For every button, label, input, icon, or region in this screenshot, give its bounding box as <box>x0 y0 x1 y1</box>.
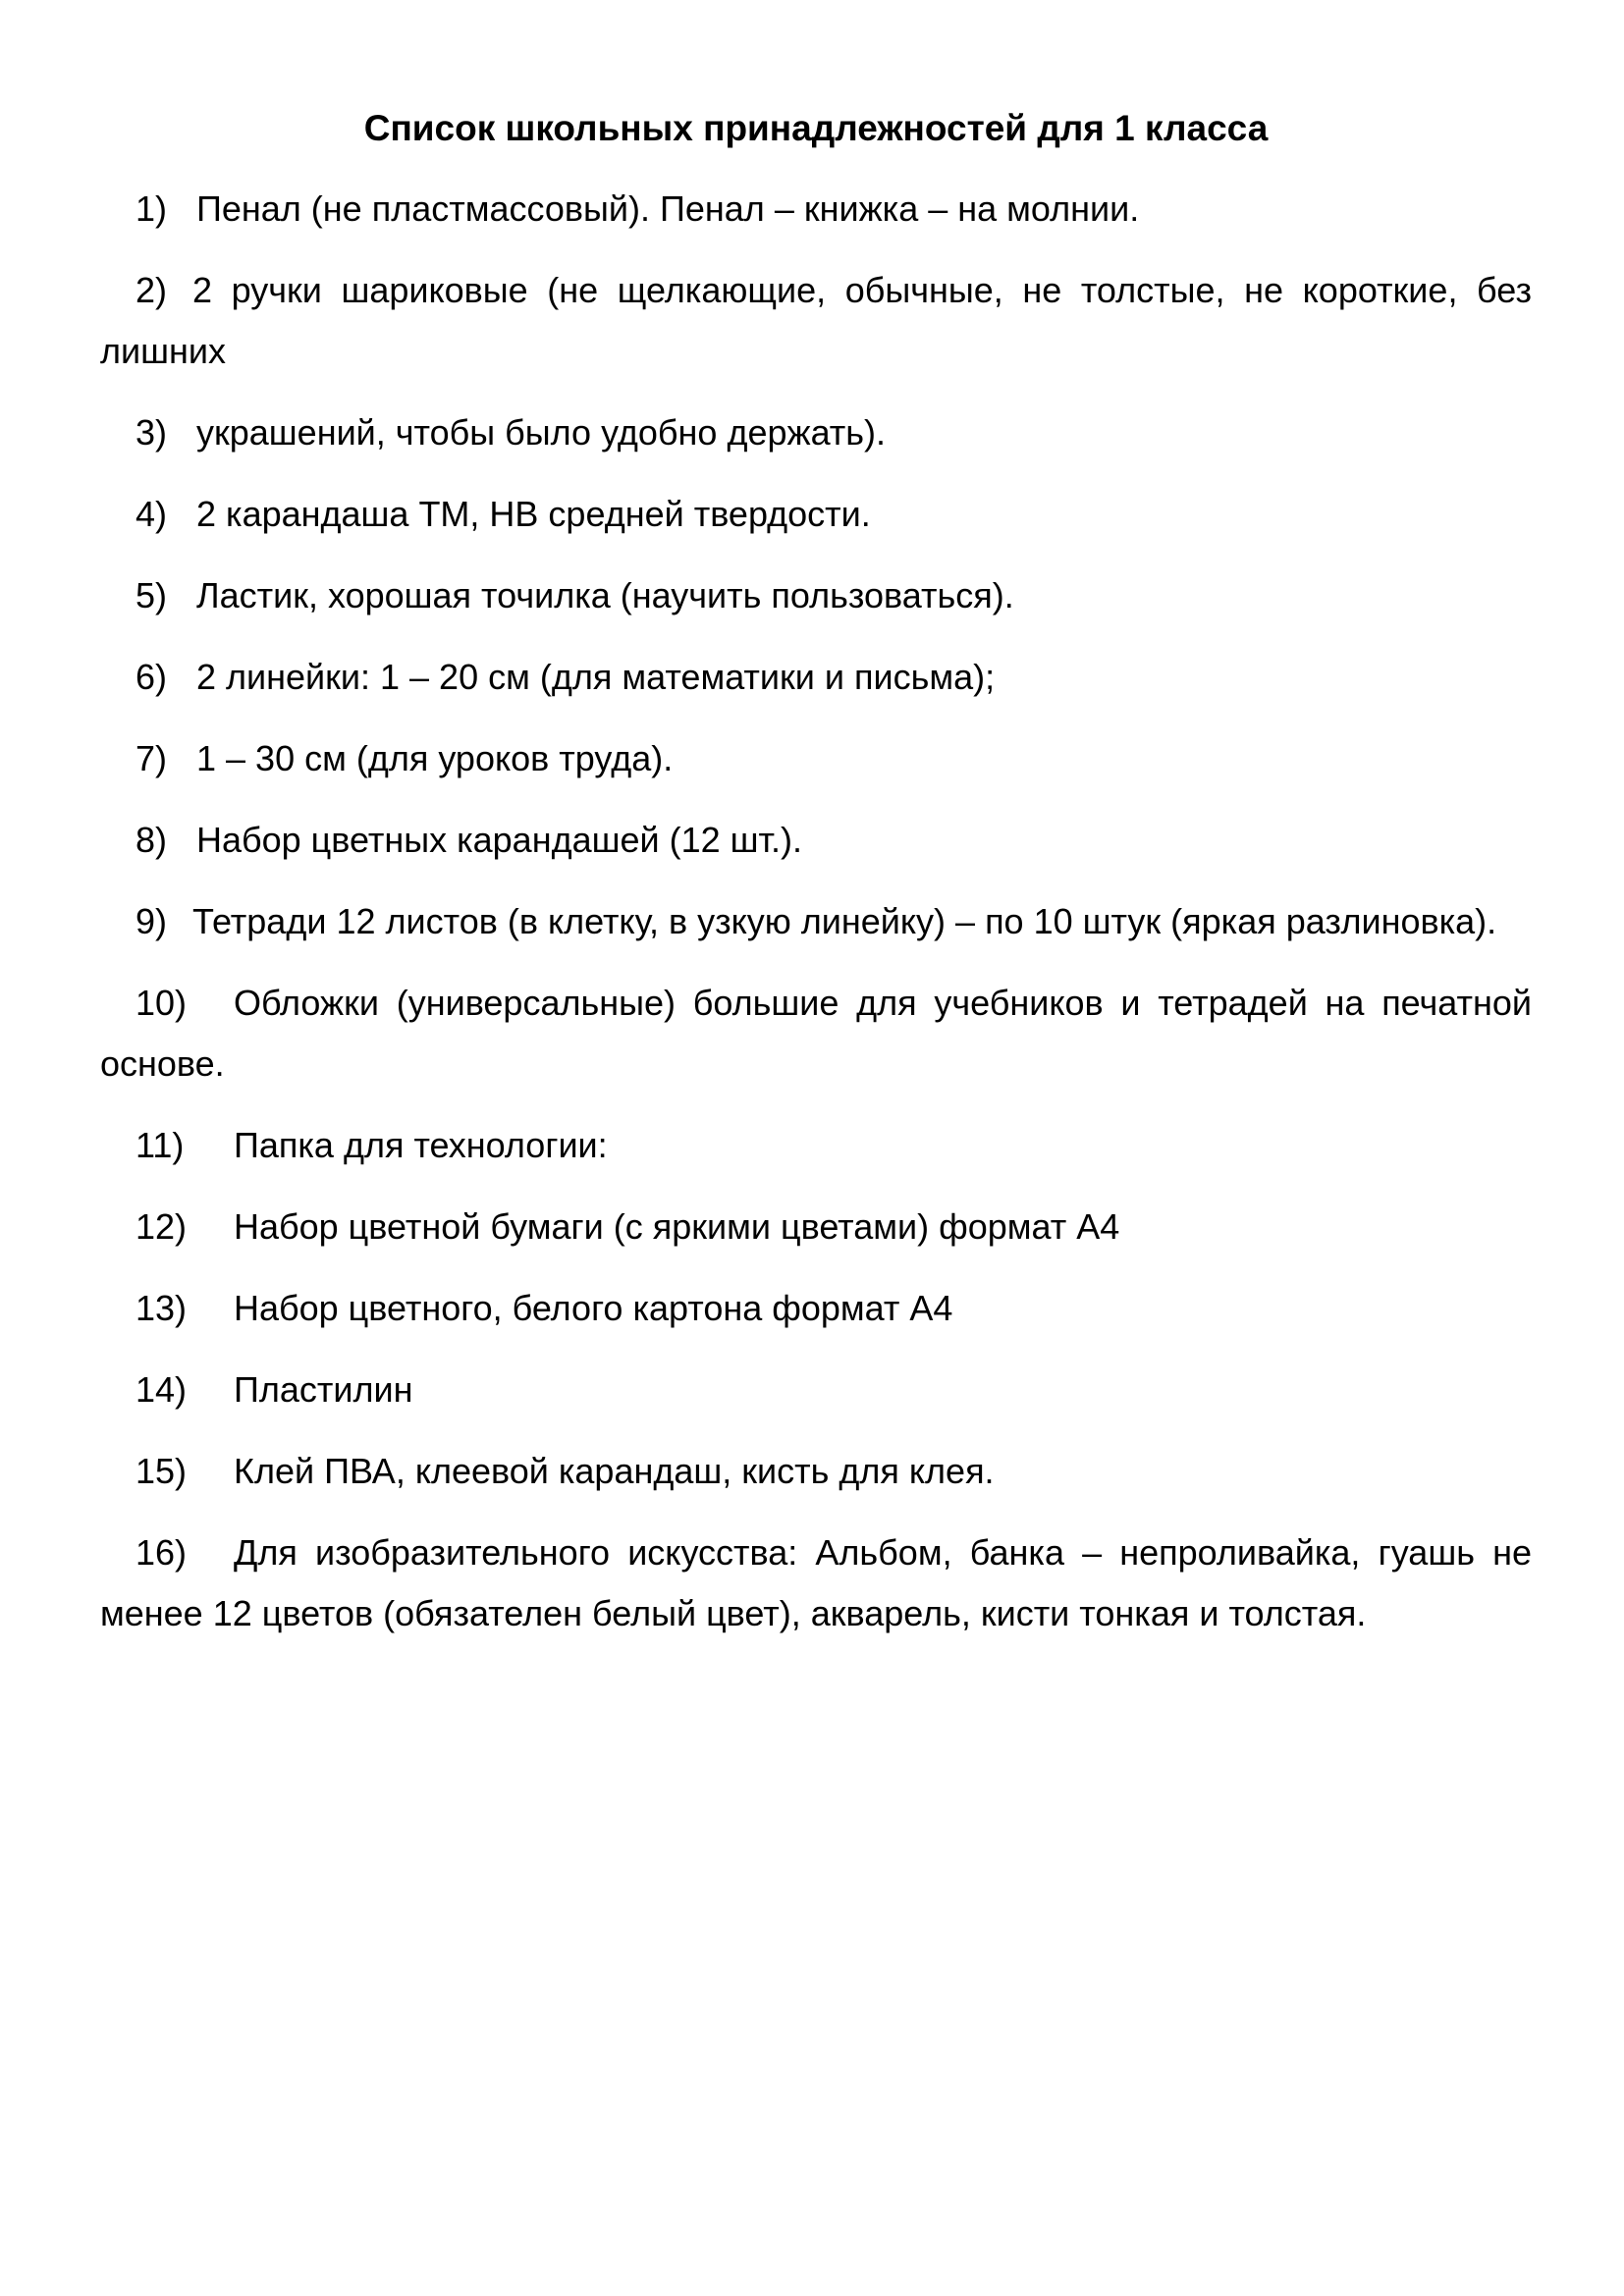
item-text: Пенал (не пластмассовый). Пенал – книжка – на молнии. <box>196 188 1140 229</box>
item-text: Пластилин <box>234 1369 413 1410</box>
item-number: 14) <box>135 1369 188 1410</box>
item-text: украшений, чтобы было удобно держать). <box>196 412 887 453</box>
list-item <box>100 484 1532 545</box>
item-number: 16) <box>135 1532 188 1573</box>
item-text: Тетради 12 листов (в клетку, в узкую линейку) – по 10 штук (яркая разлиновка). <box>192 901 1497 941</box>
list-item <box>100 1360 1532 1420</box>
item-number: 13) <box>135 1288 188 1328</box>
item-number: 3) <box>135 412 168 453</box>
item-text: Ластик, хорошая точилка (научить пользоваться). <box>196 575 1014 615</box>
list-item <box>100 565 1532 626</box>
item-number: 12) <box>135 1206 188 1247</box>
item-number: 9) <box>135 901 168 941</box>
item-text: 1 – 30 см (для уроков труда). <box>196 738 674 778</box>
list-item <box>100 179 1532 240</box>
document-page <box>100 98 1532 1665</box>
list-item <box>100 1115 1532 1176</box>
item-number: 7) <box>135 738 168 778</box>
item-text: Клей ПВА, клеевой карандаш, кисть для клея. <box>234 1451 995 1491</box>
list-item <box>100 1278 1532 1339</box>
list-item <box>100 1197 1532 1257</box>
item-number: 8) <box>135 820 168 860</box>
list-item <box>100 402 1532 463</box>
item-text: Набор цветного, белого картона формат А4 <box>234 1288 953 1328</box>
list-item <box>100 891 1532 952</box>
item-text: 2 линейки: 1 – 20 см (для математики и письма); <box>196 657 996 697</box>
item-number: 2) <box>135 270 168 310</box>
item-text: Набор цветных карандашей (12 шт.). <box>196 820 803 860</box>
item-text: Папка для технологии: <box>234 1125 608 1165</box>
list-item <box>100 810 1532 871</box>
item-text: Обложки (универсальные) большие для учебников и тетрадей на печатной основе. <box>100 983 1532 1084</box>
item-text: 2 ручки шариковые (не щелкающие, обычные, не толстые, не короткие, без лишних <box>100 270 1532 371</box>
list-item <box>100 260 1532 382</box>
item-number: 1) <box>135 188 168 229</box>
item-number: 4) <box>135 494 168 534</box>
item-number: 10) <box>135 983 188 1023</box>
item-number: 6) <box>135 657 168 697</box>
list-item <box>100 1522 1532 1644</box>
list-item <box>100 973 1532 1095</box>
item-number: 11) <box>135 1125 185 1165</box>
page-title: Список школьных принадлежностей для 1 класса <box>363 108 1269 148</box>
item-text: 2 карандаша ТМ, НВ средней твердости. <box>196 494 871 534</box>
list-item <box>100 728 1532 789</box>
list-item <box>100 647 1532 708</box>
item-text: Набор цветной бумаги (с яркими цветами) формат А4 <box>234 1206 1120 1247</box>
list-item <box>100 1441 1532 1502</box>
item-text: Для изобразительного искусства: Альбом, банка – непроливайка, гуашь не менее 12 цветов (обязателен белый цвет), акварель, кисти тонкая и толстая. <box>100 1532 1532 1633</box>
item-number: 15) <box>135 1451 188 1491</box>
item-number: 5) <box>135 575 168 615</box>
